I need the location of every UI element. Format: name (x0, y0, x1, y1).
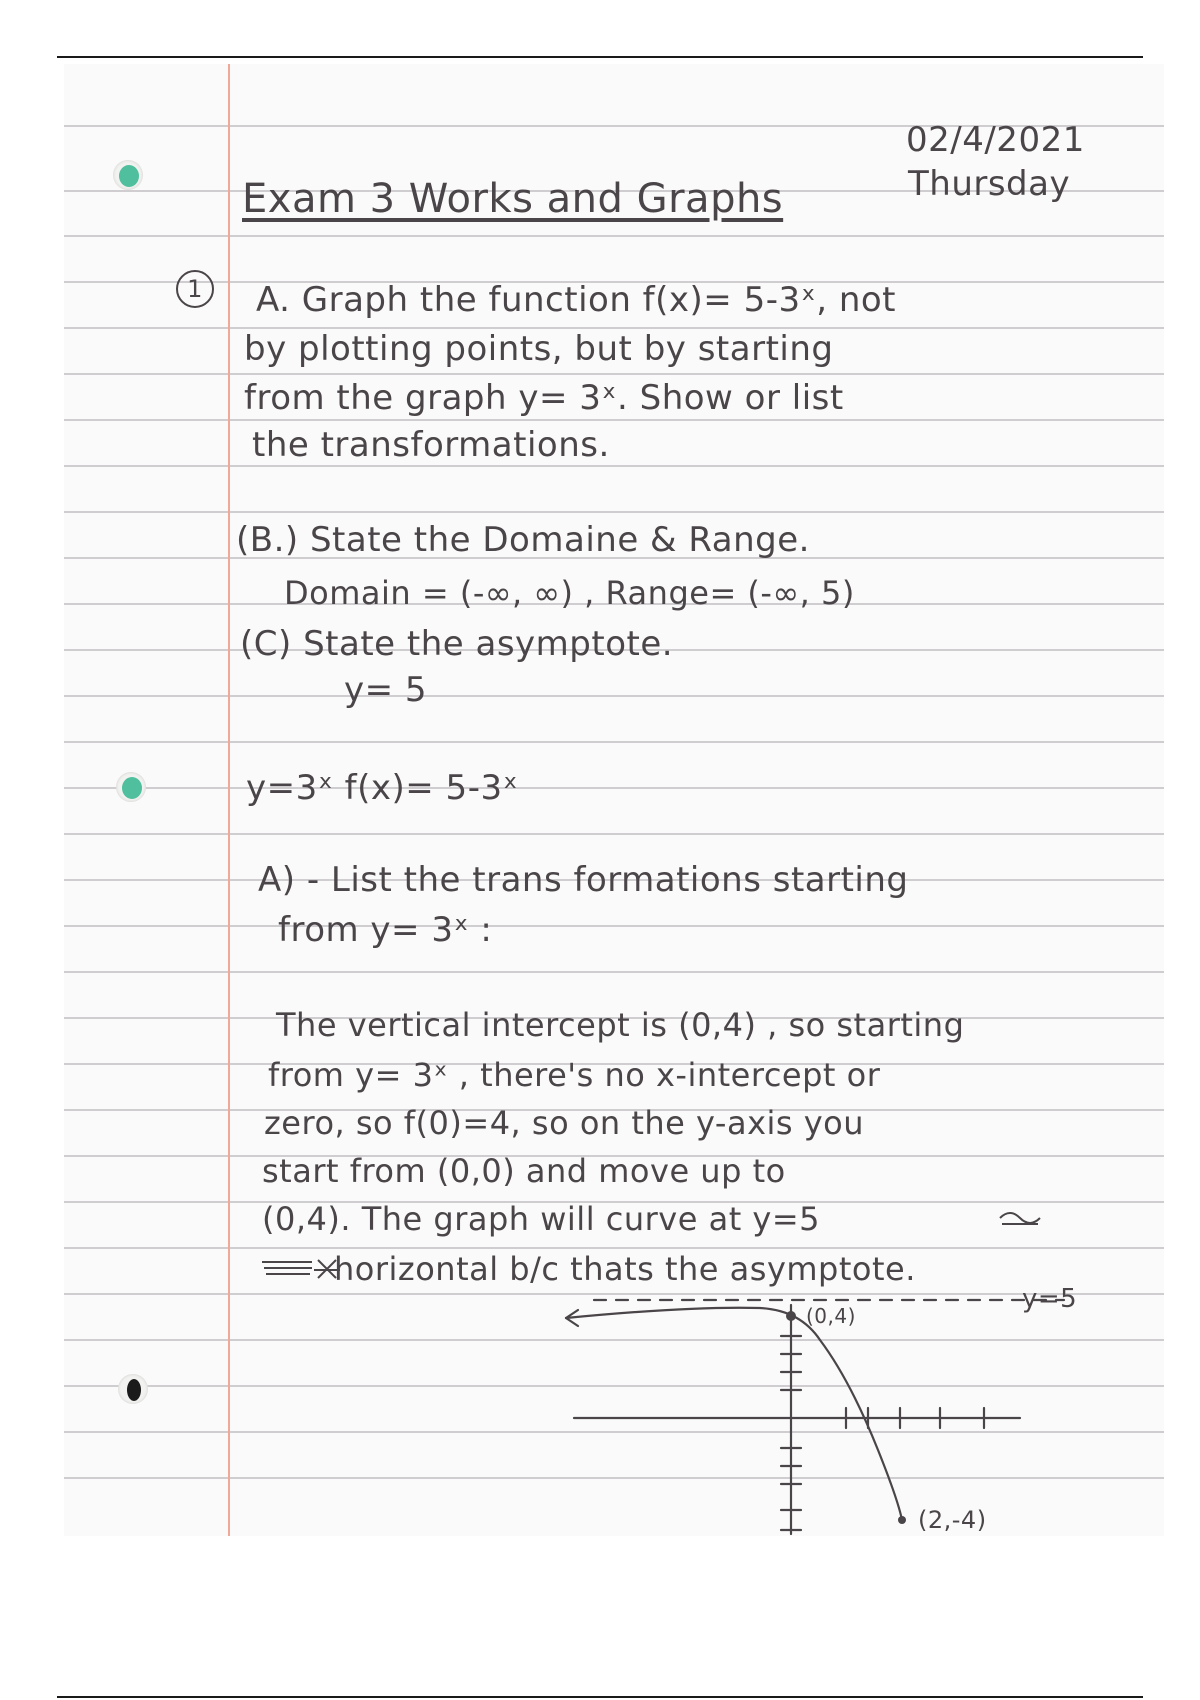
question-number: 1 (176, 270, 214, 308)
part-a-line-4: the transformations. (252, 425, 610, 465)
part-a-line-3: from the graph y= 3ˣ. Show or list (244, 378, 844, 418)
part-c-answer: y= 5 (344, 670, 428, 710)
end-point (898, 1516, 906, 1524)
intercept-point (786, 1311, 796, 1321)
explanation-line-1: The vertical intercept is (0,4) , so starting (276, 1006, 965, 1044)
part-c-prompt: (C) State the asymptote. (240, 624, 674, 664)
page-bottom-rule (57, 1696, 1143, 1698)
part-b-prompt: (B.) State the Domaine & Range. (236, 520, 810, 560)
functions-line: y=3ˣ f(x)= 5-3ˣ (246, 768, 519, 808)
label-asymptote: y=5 (1022, 1284, 1078, 1314)
part-a-line-1: A. Graph the function f(x)= 5-3ˣ, not (256, 280, 897, 320)
explanation-line-3: zero, so f(0)=4, so on the y-axis you (264, 1104, 865, 1142)
explanation-line-2: from y= 3ˣ , there's no x-intercept or (268, 1056, 881, 1094)
explanation-line-5: (0,4). The graph will curve at y=5 (262, 1200, 821, 1238)
function-curve (566, 1308, 902, 1520)
explanation-line-6: horizontal b/c thats the asymptote. (334, 1250, 916, 1288)
label-point: (2,-4) (918, 1506, 987, 1534)
label-intercept: (0,4) (806, 1304, 856, 1328)
note-title: Exam 3 Works and Graphs (242, 176, 784, 222)
part-b-answer: Domain = (-∞, ∞) , Range= (-∞, 5) (284, 574, 855, 612)
list-heading-line-2: from y= 3ˣ : (278, 910, 493, 950)
explanation-line-4: start from (0,0) and move up to (262, 1152, 786, 1190)
note-date: 02/4/2021 (906, 120, 1085, 160)
list-heading-line-1: A) - List the trans formations starting (258, 860, 909, 900)
note-day: Thursday (908, 164, 1071, 204)
part-a-line-2: by plotting points, but by starting (244, 329, 834, 369)
